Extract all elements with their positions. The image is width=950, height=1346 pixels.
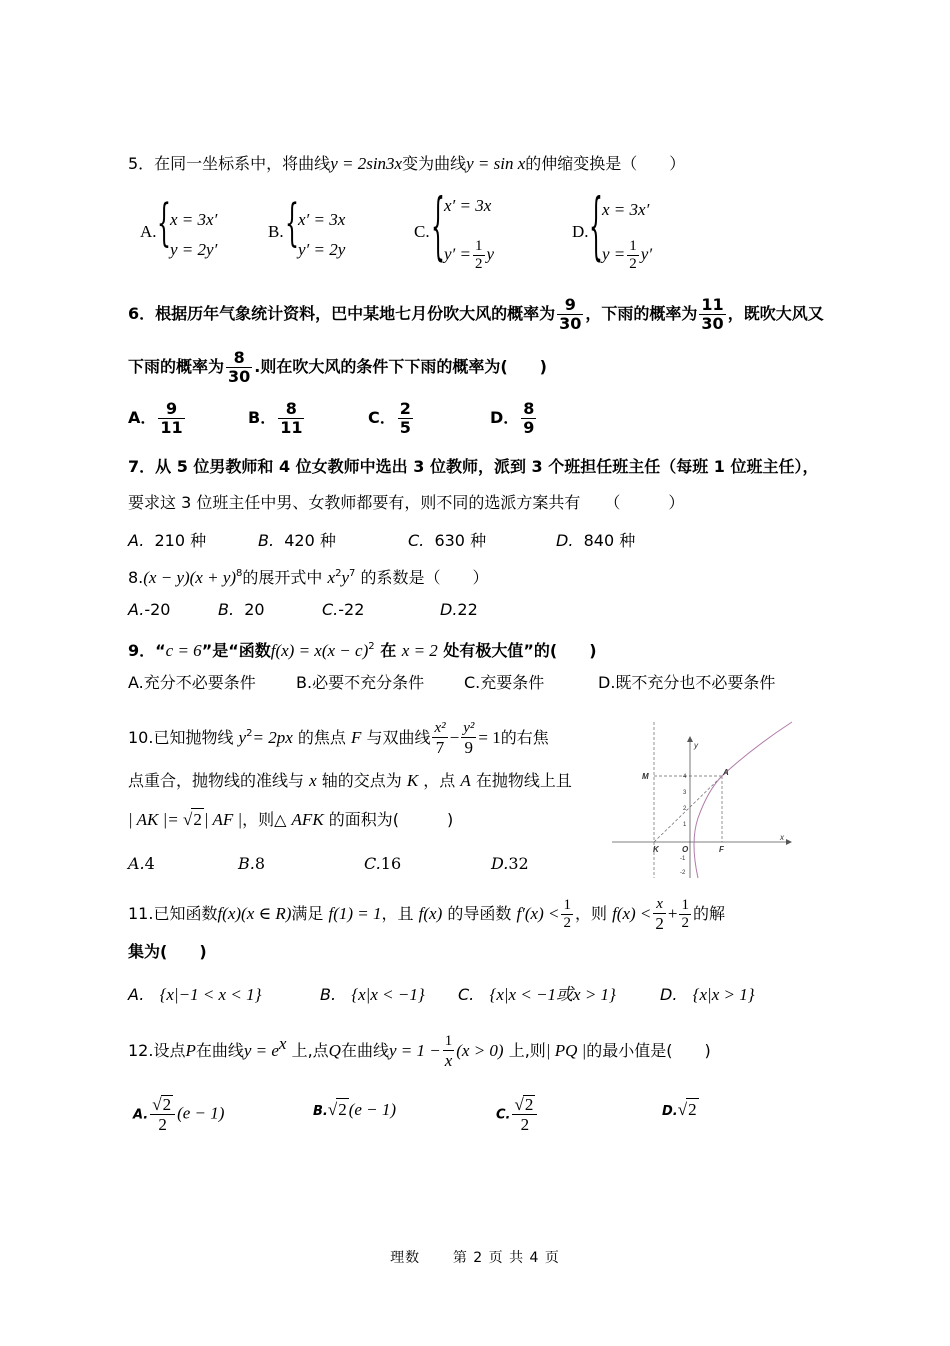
q12-stem: 12.设点P在曲线$y = e^x$ 上,点Q在曲线y = 1 − $\frac{1}{x}$ (x > 0) 上,则| PQ |的最小值是( ) — [128, 1033, 711, 1070]
axis-label-x: x — [780, 833, 784, 842]
q10-option-a[interactable]: A.4 — [128, 854, 155, 873]
point-label-k: K — [653, 845, 659, 854]
q7-option-b[interactable]: B. 420 种 — [258, 531, 336, 550]
point-label-f: F — [719, 845, 724, 854]
point-label-m: M — [642, 772, 649, 781]
y-axis-arrow-icon — [687, 736, 693, 742]
page-footer — [0, 1247, 950, 1267]
q9-option-a[interactable]: A.充分不必要条件 — [128, 673, 256, 692]
q8-option-b[interactable]: B. 20 — [218, 600, 265, 619]
q12-option-d[interactable]: D.√2 — [662, 1100, 697, 1119]
q11-stem-line1: 11.已知函数f(x)(x ∈ R)满足 f(1) = 1，且 f(x) 的导函数 f′(x) < $\frac{1}{2}$ ，则 f(x) < $\frac{x}{2}$ + $\frac{1}{2}$ 的解 — [128, 896, 725, 933]
parabola-curve — [694, 722, 792, 878]
q7-option-d[interactable]: D. 840 种 — [556, 531, 636, 550]
point-label-a: A — [723, 768, 729, 777]
q10-parabola-graph — [612, 718, 794, 880]
q6-option-a[interactable]: A． $\frac{9}{11}$ — [128, 399, 183, 437]
q6-option-d[interactable]: D． $\frac{8}{9}$ — [490, 399, 535, 437]
q12-option-a[interactable]: A. $\frac{√2}{2}$ (e − 1) — [133, 1095, 225, 1134]
q12-option-c[interactable]: C. $\frac{√2}{2}$ — [496, 1094, 539, 1134]
q12-option-b[interactable]: B.√2 (e − 1) — [313, 1100, 397, 1119]
q10-stem-line1: 10.已知抛物线 $y^2= 2px$ 的焦点 F 与双曲线 $\frac{\text{x²}}{7}$ − $\frac{\text{y²}}{9}$ = 1的右焦 — [128, 720, 549, 757]
q7-stem-line2: 要求这 3 位班主任中男、女教师都要有，则不同的选派方案共有 （ ） — [128, 493, 685, 512]
q9-option-b[interactable]: B.必要不充分条件 — [296, 673, 425, 692]
q6-stem-line2: 下雨的概率为 $\frac{8}{30}$ .则在吹大风的条件下下雨的概率为( ) — [128, 348, 547, 386]
q9-option-c[interactable]: C.充要条件 — [464, 673, 545, 692]
axis-label-y: y — [694, 741, 698, 750]
k-a-segment — [654, 776, 722, 842]
q11-option-a[interactable]: A. {x|−1 < x < 1} — [128, 985, 262, 1004]
q11-stem-line2: 集为( ) — [128, 942, 207, 961]
q6-option-c[interactable]: C． $\frac{2}{5}$ — [368, 399, 411, 437]
q10-stem-line3: | AK |= √2 | AF |，则△ AFK 的面积为( ) — [128, 810, 454, 829]
point-label-o: O — [682, 845, 689, 854]
q11-option-c[interactable]: C. {x|x < −1或x > 1} — [458, 985, 616, 1004]
q11-option-d[interactable]: D. {x|x > 1} — [660, 985, 755, 1004]
tick-4: 4 — [683, 774, 687, 780]
q7-option-a[interactable]: A. 210 种 — [128, 531, 207, 550]
q5-stem: 5．在同一坐标系中，将曲线y = 2sin3x变为曲线y = sin x的伸缩变换是（ ） — [128, 154, 686, 173]
q6-stem-line1: 6．根据历年气象统计资料，巴中某地七月份吹大风的概率为 $\frac{9}{30}$ ，下雨的概率为 $\frac{11}{30}$ ，既吹大风又 — [128, 295, 824, 333]
q7-stem-line1: 7．从 5 位男教师和 4 位女教师中选出 3 位教师，派到 3 个班担任班主任（每班 1 位班主任）， — [128, 457, 819, 476]
q10-stem-line2: 点重合，抛物线的准线与 x 轴的交点为 K ，点 A 在抛物线上且 — [128, 771, 572, 790]
tick-2: 2 — [683, 806, 687, 812]
q11-option-b[interactable]: B. {x|x < −1} — [320, 985, 425, 1004]
tick-neg2: -2 — [680, 870, 686, 876]
q8-option-c[interactable]: C.-22 — [322, 600, 365, 619]
footer-subject: 理数 — [390, 1250, 421, 1266]
tick-neg1: -1 — [680, 856, 686, 862]
footer-page-number: 第 2 页 共 4 页 — [452, 1250, 560, 1266]
q10-option-b[interactable]: B.8 — [238, 854, 266, 873]
q8-option-d[interactable]: D.22 — [440, 600, 478, 619]
q6-option-b[interactable]: B． $\frac{8}{11}$ — [248, 399, 303, 437]
q8-option-a[interactable]: A.-20 — [128, 600, 171, 619]
q10-option-c[interactable]: C.16 — [364, 854, 402, 873]
q7-option-c[interactable]: C. 630 种 — [408, 531, 487, 550]
q9-stem: 9．“c = 6”是“函数$f(x) = x(x - c)^2$ 在 x = 2 处有极大值”的( ) — [128, 641, 597, 660]
q10-option-d[interactable]: D.32 — [491, 854, 529, 873]
x-axis-arrow-icon — [786, 839, 792, 845]
q8-stem: $8.(x - y)(x + y)^8$的展开式中 $x^2y^7$ 的系数是（ ） — [128, 568, 489, 587]
q9-option-d[interactable]: D.既不充分也不必要条件 — [598, 673, 776, 692]
tick-1: 1 — [683, 822, 687, 828]
tick-3: 3 — [683, 790, 687, 796]
